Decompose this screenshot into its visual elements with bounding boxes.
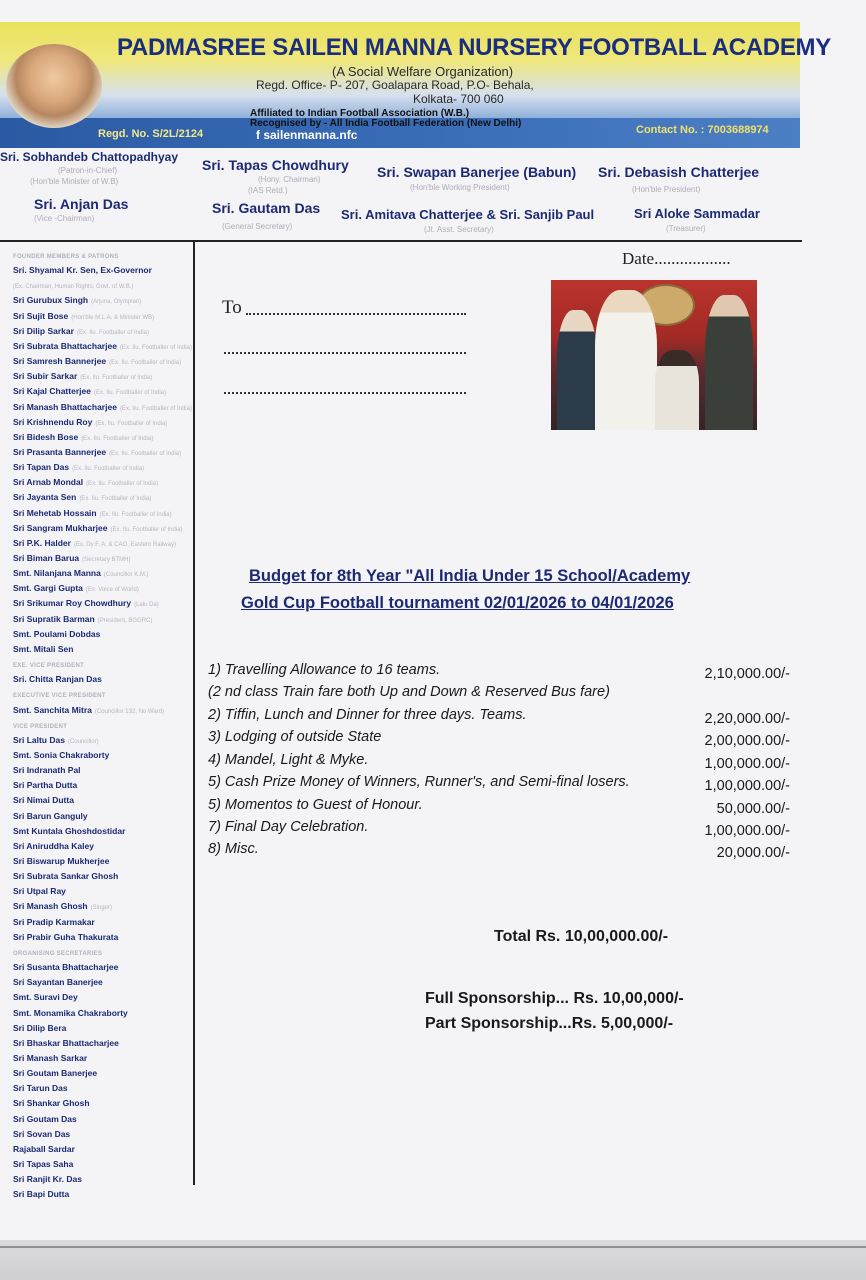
sidebar-member-name: Smt. Sanchita Mitra	[13, 704, 92, 715]
sidebar-member-note: (Councillor 132, No Ward)	[94, 708, 165, 715]
sidebar-member-name: Sri Biswarup Mukherjee	[13, 856, 110, 866]
budget-item-text: 4) Mandel, Light & Myke.	[208, 752, 369, 768]
official-role: (Hon'ble President)	[632, 185, 701, 194]
sidebar-member-name: Sri Goutam Das	[13, 1113, 77, 1124]
sidebar-member-name: Sri Aniruddha Kaley	[13, 840, 94, 851]
official-role: (Treasurer)	[666, 224, 706, 233]
sidebar-member-note: (Ex. Ilu. Footballer of India)	[119, 344, 192, 351]
header-divider	[0, 240, 802, 242]
sidebar-member-note: (Councillor K.M.)	[103, 572, 149, 579]
official-name: Sri. Amitava Chatterjee & Sri. Sanjib Paul	[341, 207, 595, 222]
sidebar-heading-text: EXECUTIVE VICE PRESIDENT	[13, 693, 106, 700]
sidebar-member-name: Sri Shankar Ghosh	[13, 1098, 90, 1109]
sidebar-member-note: (Ex. Voice of World)	[85, 587, 139, 594]
sidebar-member-note: (Lalu Da)	[134, 602, 159, 609]
sidebar-member-note: (Ex. Ilu. Footballer of India)	[109, 360, 182, 367]
official-role: (Hon'ble Working President)	[410, 183, 510, 192]
sidebar-heading-text: ORGANISING SECRETARIES	[13, 950, 103, 957]
academy-subtitle: (A Social Welfare Organization)	[332, 64, 514, 79]
sidebar-member-name: Sri Tapas Saha	[13, 1159, 74, 1169]
official-name: Sri. Anjan Das	[34, 196, 129, 212]
sidebar-member-note: (Ex. Ilu. Footballer of India)	[81, 435, 154, 442]
budget-item-text: 2) Tiffin, Lunch and Dinner for three days. Teams.	[208, 707, 527, 723]
sidebar-member-note: (Hon'ble M.L.A. & Minister WB)	[71, 314, 155, 321]
official-name: Sri. Tapas Chowdhury	[202, 157, 349, 173]
sidebar-member-name: Sri Partha Dutta	[13, 780, 78, 791]
sidebar-member-name: (Ex. Chairman, Human Rights, Govt. of W.B.)	[13, 284, 134, 291]
sidebar-member-name: Sri Indranath Pal	[13, 765, 81, 776]
address-line-1: Regd. Office- P- 207, Goalapara Road, P.O- Behala,	[256, 78, 534, 92]
sidebar-member-note: (Singer)	[90, 905, 112, 912]
sidebar-member-name: Sri Sujit Bose	[13, 310, 69, 321]
official-role: (Patron-in-Chief)	[58, 166, 118, 175]
sidebar-member-name: Sri Sayantan Banerjee	[13, 977, 103, 988]
official-role: (Vice -Chairman)	[34, 214, 95, 223]
budget-item-text: 5) Cash Prize Money of Winners, Runner's, and Semi-final losers.	[208, 774, 630, 790]
academy-title: PADMASREE SAILEN MANNA NURSERY FOOTBALL ACADEMY	[117, 34, 831, 61]
sidebar-member-name: Sri Manash Bhattacharjee	[13, 401, 117, 412]
person-figure	[705, 295, 753, 430]
budget-item-text: 7) Final Day Celebration.	[208, 819, 369, 835]
date-field: Date..................	[622, 249, 731, 268]
sidebar-member-note: (Ex. Ilu. Footballer of India)	[72, 466, 145, 473]
sidebar-member-note: (Ex. Ilu. Footballer of India)	[110, 526, 183, 533]
budget-item-text: 1) Travelling Allowance to 16 teams.	[208, 662, 441, 678]
sidebar-member-note: (Ex. Ilu. Footballer of India)	[86, 481, 159, 488]
date-label: Date	[622, 249, 655, 268]
sidebar-member-name: Sri Sovan Das	[13, 1128, 71, 1139]
sidebar-member-name: Sri Samresh Bannerjee	[13, 356, 107, 367]
sidebar-member-note: (Ex. Dy F. A. & CAO, Eastern Railway)	[73, 541, 176, 548]
sidebar-member-note: (Secretary BTMH)	[82, 557, 131, 563]
sidebar-member-name: Sri Gurubux Singh	[13, 295, 89, 306]
sidebar-member-name: Sri. Chitta Ranjan Das	[13, 674, 102, 685]
sidebar-member-name: Smt. Suravi Dey	[13, 992, 78, 1003]
sidebar-member-name: Sri Bhaskar Bhattacharjee	[13, 1037, 119, 1048]
event-photograph	[551, 280, 757, 430]
sidebar-member-name: Rajaball Sardar	[13, 1143, 75, 1154]
official-role: (General Secretary)	[222, 222, 293, 231]
sidebar-member-name: Sri Nimai Dutta	[13, 795, 74, 806]
sidebar-member-note: (President, BGGRC)	[97, 617, 153, 624]
page-edge	[0, 1246, 866, 1248]
sidebar-member-name: Sri Subrata Bhattacharjee	[13, 340, 117, 351]
founder-portrait	[6, 44, 102, 128]
sidebar-member-name: Sri Kajal Chatterjee	[13, 386, 91, 397]
sidebar-member-name: Sri Goutam Banerjee	[13, 1068, 98, 1079]
budget-item-amount: 1,00,000.00/-	[704, 823, 790, 839]
budget-item-amount: 1,00,000.00/-	[704, 756, 790, 772]
sidebar-member-name: Sri P.K. Halder	[13, 537, 71, 548]
budget-item-amount: 50,000.00/-	[716, 801, 790, 817]
affiliation-2: Recognised by - All India Football Federation (New Delhi)	[250, 118, 522, 129]
sidebar-member-name: Smt. Gargi Gupta	[13, 583, 83, 594]
budget-item-text: 3) Lodging of outside State	[208, 729, 382, 745]
sidebar-member-name: Smt. Poulami Dobdas	[13, 628, 101, 639]
official-name: Sri. Swapan Banerjee (Babun)	[377, 164, 577, 180]
full-sponsorship: Full Sponsorship... Rs. 10,00,000/-	[425, 990, 684, 1007]
sidebar-divider	[193, 240, 195, 1185]
sidebar-member-name: Sri Barun Ganguly	[13, 810, 88, 821]
budget-item-amount: 20,000.00/-	[716, 845, 790, 861]
sidebar-member-name: Sri Bidesh Bose	[13, 431, 79, 442]
person-figure	[655, 350, 699, 430]
budget-item-text: (2 nd class Train fare both Up and Down & Reserved Bus fare)	[208, 684, 610, 700]
official-role: (Jt. Asst. Secretary)	[424, 225, 494, 234]
budget-item-text: 5) Momentos to Guest of Honour.	[208, 797, 423, 813]
sidebar-member-note: (Ex. Ilu. Footballer of India)	[99, 511, 172, 518]
budget-total: Total Rs. 10,00,000.00/-	[494, 928, 669, 945]
sidebar-member	[13, 1184, 69, 1202]
official-name: Sri. Debasish Chatterjee	[598, 164, 760, 180]
part-sponsorship: Part Sponsorship...Rs. 5,00,000/-	[425, 1015, 674, 1032]
sidebar-member-name: Sri Jayanta Sen	[13, 492, 77, 503]
sidebar-member-name: Sri Ranjit Kr. Das	[13, 1174, 82, 1185]
official-role-extra: (Hon'ble Minister of W.B)	[30, 177, 119, 186]
sidebar-member-name: Smt. Mitali Sen	[13, 643, 74, 654]
official-name: Sri. Sobhandeb Chattopadhyay	[0, 150, 179, 164]
sidebar-member-name: Sri Biman Barua	[13, 553, 80, 563]
sidebar-member-name: Sri. Shyamal Kr. Sen, Ex-Governor	[13, 265, 152, 276]
official-name: Sri Aloke Sammadar	[634, 206, 760, 221]
sidebar-member-name: Smt Kuntala Ghoshdostidar	[13, 825, 126, 836]
official-role-extra: (IAS Retd.)	[248, 186, 288, 195]
affiliation-1: Affiliated to Indian Football Association (W.B.)	[250, 108, 470, 119]
sidebar-member-name: Sri Manash Ghosh	[13, 901, 88, 912]
budget-item-amount: 2,20,000.00/-	[704, 711, 790, 727]
sidebar-member-name: Smt. Monamika Chakraborty	[13, 1007, 128, 1018]
facebook-handle: f sailenmanna.nfc	[256, 128, 358, 142]
sidebar-member-note: (Ex. Ilu. Footballer of India)	[95, 420, 168, 427]
person-figure	[557, 310, 597, 430]
sidebar-member-name: Sri Bapi Dutta	[13, 1189, 70, 1200]
sidebar-heading-text: EXE. VICE PRESIDENT	[13, 663, 85, 670]
sidebar-member-note: (Ex. Ilu. Footballer of India)	[76, 329, 149, 336]
budget-item-amount: 2,00,000.00/-	[704, 733, 790, 749]
sidebar-member-name: Sri Subir Sarkar	[13, 371, 78, 382]
sidebar-member-note: (Arjuna, Olympian)	[91, 299, 142, 306]
budget-item-text: 8) Misc.	[208, 841, 259, 857]
sidebar-member-name: Sri Prabir Guha Thakurata	[13, 931, 119, 942]
sidebar-heading-text: FOUNDER MEMBERS & PATRONS	[13, 254, 119, 260]
sidebar-member-name: Sri Tapan Das	[13, 462, 70, 473]
sidebar-member-name: Sri Dilip Bera	[13, 1022, 67, 1033]
sidebar-member-name: Sri Krishnendu Roy	[13, 416, 93, 427]
official-name: Sri. Gautam Das	[212, 200, 321, 216]
recipient-line-1	[246, 313, 466, 315]
budget-item-amount: 1,00,000.00/-	[704, 778, 790, 794]
sidebar-member-name: Sri Sangram Mukharjee	[13, 522, 108, 533]
sidebar-member-name: Smt. Nilanjana Manna	[13, 568, 101, 579]
recipient-line-3	[224, 392, 466, 394]
sidebar-member-note: (Ex. Ilu. Footballer of India)	[119, 405, 192, 412]
contact-number: Contact No. : 7003688974	[636, 124, 769, 136]
sidebar-member-name: Sri Manash Sarkar	[13, 1052, 88, 1063]
official-role: (Hony. Chairman)	[258, 175, 321, 184]
budget-title-line-2: Gold Cup Football tournament 02/01/2026 to 04/01/2026	[241, 594, 674, 612]
recipient-line-2	[224, 352, 466, 354]
sidebar-member-name: Sri Tarun Das	[13, 1083, 68, 1094]
budget-item-amount: 2,10,000.00/-	[704, 666, 790, 682]
sidebar-heading-text: VICE PRESIDENT	[13, 723, 68, 730]
sidebar-member-name: Sri Subrata Sankar Ghosh	[13, 871, 119, 882]
sidebar-member-name: Smt. Sonia Chakraborty	[13, 749, 110, 760]
registration-number: Regd. No. S/2L/2124	[98, 128, 204, 140]
sidebar-member-name: Sri Utpal Ray	[13, 886, 66, 897]
sidebar-member-name: Sri Prasanta Bannerjee	[13, 446, 107, 457]
sidebar-member-note: (Councillor)	[67, 738, 99, 745]
sidebar-member-note: (Ex. Ilu. Footballer of India)	[109, 450, 182, 457]
sidebar-member-name: Sri Mehetab Hossain	[13, 507, 97, 518]
address-line-2: Kolkata- 700 060	[413, 92, 504, 106]
sidebar-member-name: Sri Dilip Sarkar	[13, 325, 74, 336]
sidebar-member-note: (Ex. Ilu. Footballer of India)	[80, 375, 153, 382]
sidebar-member-note: (Ex. Ilu. Footballer of India)	[93, 390, 166, 397]
sidebar-member-name: Sri Pradip Karmakar	[13, 916, 95, 927]
person-figure	[595, 290, 657, 430]
sidebar-member-name: Sri Supratik Barman	[13, 613, 95, 624]
sidebar-member-name: Sri Laltu Das	[13, 734, 65, 745]
sidebar-member-name: Sri Susanta Bhattacharjee	[13, 962, 119, 973]
budget-title-line-1: Budget for 8th Year "All India Under 15 School/Academy	[249, 567, 691, 585]
recipient-label: To	[222, 297, 242, 318]
sidebar-member-name: Sri Srikumar Roy Chowdhury	[13, 598, 132, 609]
sidebar-member-note: (Ex. Ilu. Footballer of India)	[79, 496, 152, 503]
sidebar-member-name: Sri Arnab Mondal	[13, 477, 84, 488]
